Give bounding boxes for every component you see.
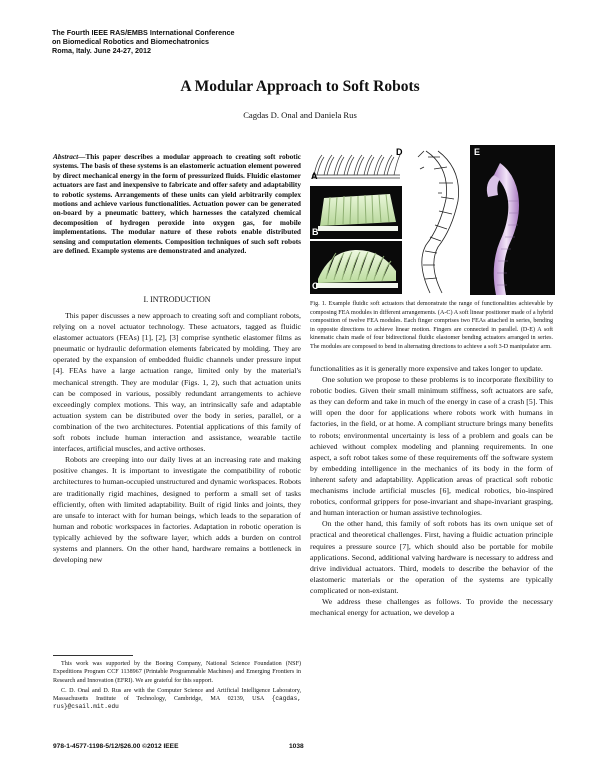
figure-panel-a-drawing — [310, 147, 402, 181]
figure-1-caption: Fig. 1. Example fluidic soft actuators that demonstrate the range of functionalities achievable by composing FEA modules in different arrangements. (A-C) A soft linear positioner made of a hybrid composition of twelve FEA modules. Each finger comprises two FEAs attached in series, bending in opposite directions to achieve linear motion. Fingers are connected in parallel. (D-E) A soft kinematic chain made of four bidirectional fluidic elastomer bending actuators arranged in series. The modules are composed to bend in alternating directions to achieve a soft 3-D manipulator arm. — [310, 301, 553, 350]
paper-authors: Cagdas D. Onal and Daniela Rus — [243, 110, 357, 120]
page-number: 1038 — [289, 743, 304, 750]
conference-line-1: The Fourth IEEE RAS/EMBS International Conference — [52, 28, 235, 37]
abstract — [53, 152, 301, 255]
figure-panel-label-b: B — [312, 227, 319, 237]
footer-isbn: 978-1-4577-1198-5/12/$26.00 ©2012 IEEE — [53, 743, 179, 750]
intro-paragraph: Robots are creeping into our daily lives at an increasing rate and making positive changes. It is important to investigate the compatibility of robotic architectures to human-occupied unstructured and dynamic workspaces. Robots are traditionally rigid machines, designed to perform a small set of tasks efficiently, often with limited adaptability. Built of rigid links and joints, they are unsafe to interact with for human beings, which leads to the separation of human and robotic workspaces in factories. Adaptation in robotic operation is typically achieved by the software layer, which adds a burden on control systems and planners. On the other hand, hardware remains a bottleneck in developing new — [53, 455, 301, 565]
figure-panel-e-photo — [470, 145, 555, 295]
figure-panel-b-photo — [310, 186, 402, 239]
actuator-fingers-bent-image — [310, 241, 402, 294]
figure-panel-label-e: E — [474, 147, 481, 157]
affiliation-text: C. D. Onal and D. Rus are with the Computer Science and Artificial Intelligence Laboratory, Massachusetts Institute of Technology, Cambridge, MA 02139, USA — [53, 687, 301, 703]
footnote-funding: This work was supported by the Boeing Company, National Science Foundation (NSF) Expeditions Program CCF 1138967 (Printable Programmable Machines) and Emerging Frontiers in Research and Innovation (EFRI). We are grateful for this support. — [53, 661, 301, 684]
figure-panel-label-a: A — [311, 171, 318, 181]
figure-panel-label-d: D — [396, 147, 403, 157]
conference-line-2: on Biomedical Robotics and Biomechatronics — [52, 37, 209, 46]
conference-header — [52, 28, 312, 55]
author-emails: {cagdas, rus}@csail.mit.edu — [53, 695, 301, 711]
body-paragraph: We address these challenges as follows. To provide the necessary mechanical energy for actuation, we develop a — [310, 596, 553, 618]
footnotes — [53, 660, 301, 714]
figure-1 — [310, 145, 555, 295]
intro-paragraph: This paper discusses a new approach to creating soft and compliant robots, relying on a novel actuator technology. These actuators, tagged as fluidic elastomer actuators (FEAs) [1], [2], [3] comprise synthetic elastomer films as pneumatic or hydraulic deformation elements fabricated by molding. They are operated by the expansion of embedded fluidic channels under pressure input [4]. FEAs have a large actuation range, limited only by the material's mechanical strength. They are modular (Figs. 1, 2), such that actuation units can be composed in various, possibly redundant arrangements to achieve exceedingly complex motions. This way, an intrinsically safe and adaptable actuation system can be distributed over the body in series, parallel, or a combination of the two architectures. Potential applications of this family of soft robots include human interaction and assistance, wearable tactile interfaces, artificial muscles, and active orthoses. — [53, 311, 301, 454]
introduction-body — [53, 310, 301, 565]
figure-panel-d-drawing — [404, 147, 470, 295]
footnote-divider — [53, 655, 133, 656]
figure-panel-label-c: C — [312, 281, 319, 291]
actuator-fingers-image — [310, 186, 402, 239]
abstract-text: —This paper describes a modular approach to creating soft robotic systems. The basis of these systems is an elastomeric actuation element powered by direct mechanical energy in the form of pressurized fluids. Fluidic elastomer actuators are fast and inexpensive to fabricate and offer safety and adaptability to robotic systems. Arrangements of these units can yield arbitrarily complex motions and achieve various functionalities. Actuation power can be generated on-board by a pneumatic battery, which harnesses the catalyzed chemical decomposition of hydrogen peroxide into oxygen gas, for mobile implementations. The modular nature of these robots enable distributed sensing and computation elements. Composition techniques of such soft robots are defined. Example systems are demonstrated and analyzed. — [53, 152, 301, 256]
body-paragraph: One solution we propose to these problems is to incorporate flexibility to robotic bodies. Given their small minimum stiffness, soft actuators are safe, as they can deform and take in much of the energy in case of a crash [5]. This will open the door for applications where robots work with humans in factories, in the field, or at home. A compliant structure brings many benefits to robots; environmental uncertainty is less of a problem and goals can be achieved without complex modeling and planning requirements. In one aspect, a soft robot takes some of these requirements off the software system by embedding intelligence in the mechanics of its body in the form of inherent safety and adaptability. Application areas of practical soft robotic mechanisms include artificial muscles [6], medical robotics, bio-inspired robotics, conformal grippers for pose-invariant and shape-invariant grasping, and human interaction or human assistive technologies. — [310, 375, 553, 518]
conference-line-3: Roma, Italy. June 24-27, 2012 — [52, 46, 151, 55]
body-paragraph: On the other hand, this family of soft robots has its own unique set of practical and theoretical challenges. First, having a fluidic actuation principle requires a pressure source [7], which should also be portable for mobile applications. Second, additional valving hardware is necessary to address and drive individual actuators. Third, models to describe the behavior of the elastomeric materials or the operation of the systems are typically complicated or non-existant. — [310, 519, 553, 595]
right-column-body — [310, 363, 553, 618]
soft-manipulator-arm-image — [470, 145, 555, 295]
section-heading-introduction: I. INTRODUCTION — [143, 295, 211, 304]
footnote-affiliation — [53, 687, 301, 712]
figure-panel-c-photo — [310, 241, 402, 294]
paper-title: A Modular Approach to Soft Robots — [180, 78, 420, 95]
abstract-label: Abstract — [53, 152, 79, 161]
body-paragraph: functionalities as it is generally more expensive and takes longer to update. — [310, 364, 543, 373]
